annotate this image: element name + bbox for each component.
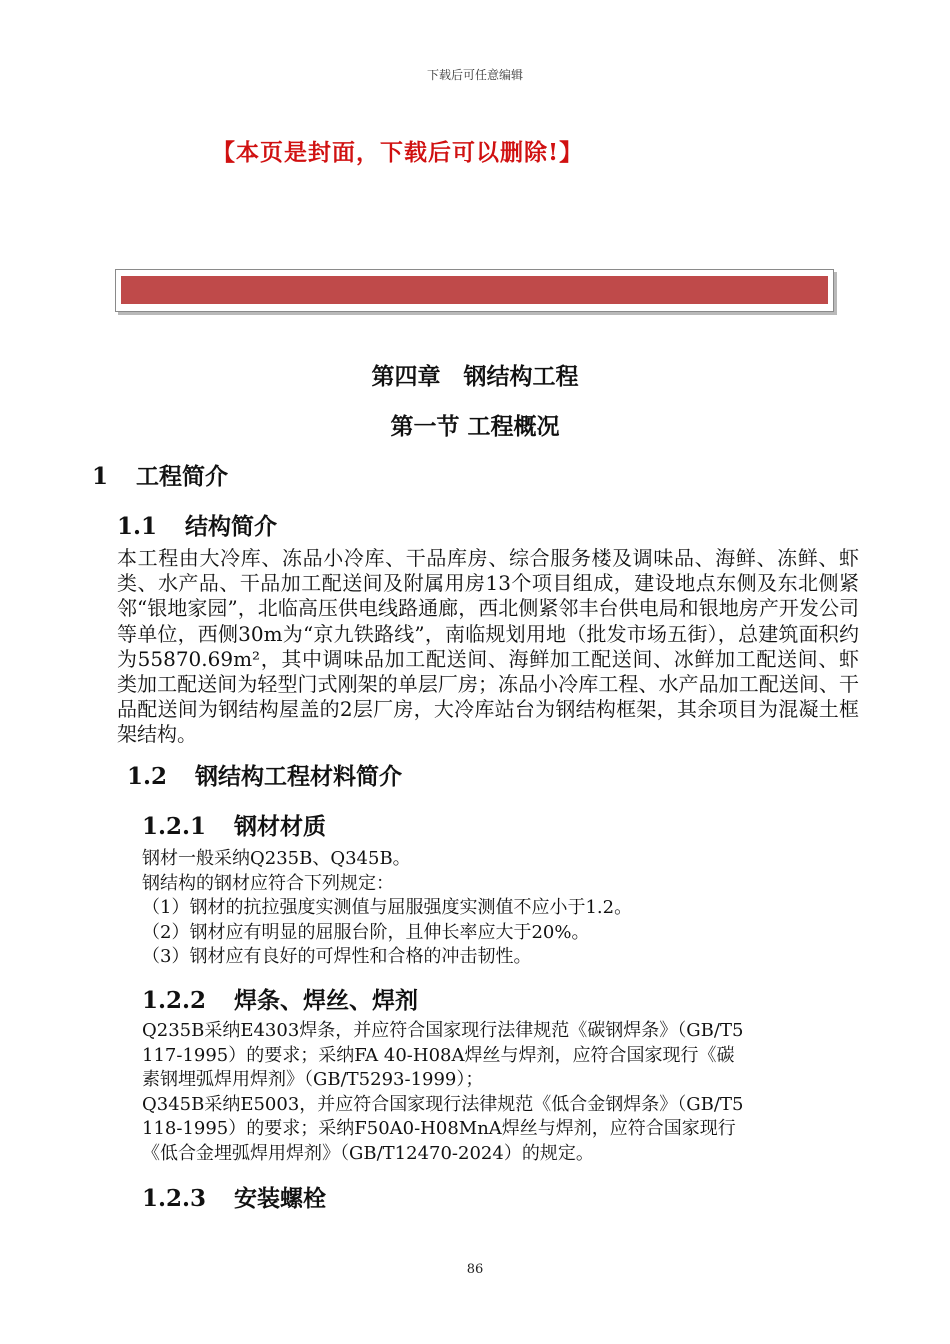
text-line: （3）钢材应有良好的可焊性和合格的冲击韧性。 bbox=[142, 946, 532, 968]
heading-text: 钢材材质 bbox=[234, 813, 327, 840]
structure-paragraph: 本工程由大冷库、冻品小冷库、干品库房、综合服务楼及调味品、海鲜、冻鲜、虾类、水产品、干品加工配送间及附属用房13个项目组成，建设地点东侧及东北侧紧邻“银地家园”，北临高压供电线路通廊，西北侧紧邻丰台供电局和银地房产开发公司等单位，西侧30m为“京九铁路线”，南临规划用地（批发市场五街），总建筑面积约为55870.69m²，其中调味品加工配送间、海鲜加工配送间、冰鲜加工配送间、虾类加工配送间为轻型门式刚架的单层厂房；冻品小冷库工程、水产品加工配送间、干品配送间为钢结构屋盖的2层厂房，大冷库站台为钢结构框架，其余项目为混凝土框架结构。 bbox=[117, 546, 859, 747]
cover-note: 【本页是封面，下载后可以删除!】 bbox=[212, 139, 584, 166]
heading-number: 1.2.2 bbox=[142, 987, 207, 1014]
header-note: 下载后可任意编辑 bbox=[426, 68, 523, 82]
text-line: 118-1995）的要求；采纳F50A0-H08MnA焊丝与焊剂，应符合国家现行 bbox=[142, 1118, 736, 1140]
banner-bar bbox=[121, 276, 828, 304]
page-number: 86 bbox=[466, 1262, 484, 1277]
heading-text: 钢结构工程材料简介 bbox=[195, 763, 403, 790]
heading-1-1 bbox=[117, 508, 277, 541]
welding-material-text bbox=[142, 1019, 859, 1167]
heading-text: 结构简介 bbox=[185, 513, 278, 540]
heading-1-2-1 bbox=[142, 808, 326, 841]
text-line: 《低合金埋弧焊用焊剂》（GB/T12470-2024）的规定。 bbox=[142, 1142, 594, 1164]
heading-1-2-2 bbox=[142, 982, 418, 1015]
heading-1-2 bbox=[127, 758, 402, 791]
text-line: （2）钢材应有明显的屈服台阶，且伸长率应大于20%。 bbox=[142, 921, 590, 943]
heading-1 bbox=[92, 458, 228, 491]
heading-number: 1.2.3 bbox=[142, 1185, 207, 1212]
text-line: 钢结构的钢材应符合下列规定： bbox=[142, 872, 394, 894]
text-line: 117-1995）的要求；采纳FA 40-H08A焊丝与焊剂，应符合国家现行《碳 bbox=[142, 1044, 735, 1066]
section-title: 第一节 工程概况 bbox=[390, 413, 560, 440]
heading-1-2-3 bbox=[142, 1180, 326, 1213]
text-line: 素钢埋弧焊用焊剂》（GB/T5293-1999）； bbox=[142, 1069, 484, 1091]
heading-number: 1 bbox=[92, 463, 109, 490]
decorative-banner bbox=[115, 269, 834, 312]
chapter-title: 第四章 钢结构工程 bbox=[371, 363, 579, 390]
steel-material-text bbox=[142, 847, 632, 970]
heading-text: 工程简介 bbox=[136, 463, 229, 490]
heading-number: 1.2 bbox=[127, 763, 168, 790]
text-line: Q235B采纳E4303焊条，并应符合国家现行法律规范《碳钢焊条》（GB/T5 bbox=[142, 1020, 744, 1041]
heading-number: 1.1 bbox=[117, 513, 158, 540]
text-line: Q345B采纳E5003，并应符合国家现行法律规范《低合金钢焊条》（GB/T5 bbox=[142, 1093, 744, 1115]
heading-text: 安装螺栓 bbox=[234, 1185, 327, 1212]
heading-text: 焊条、焊丝、焊剂 bbox=[234, 987, 419, 1014]
text-line: 钢材一般采纳Q235B、Q345B。 bbox=[142, 848, 411, 869]
text-line: （1）钢材的抗拉强度实测值与屈服强度实测值不应小于1.2。 bbox=[142, 897, 633, 919]
heading-number: 1.2.1 bbox=[142, 813, 207, 840]
